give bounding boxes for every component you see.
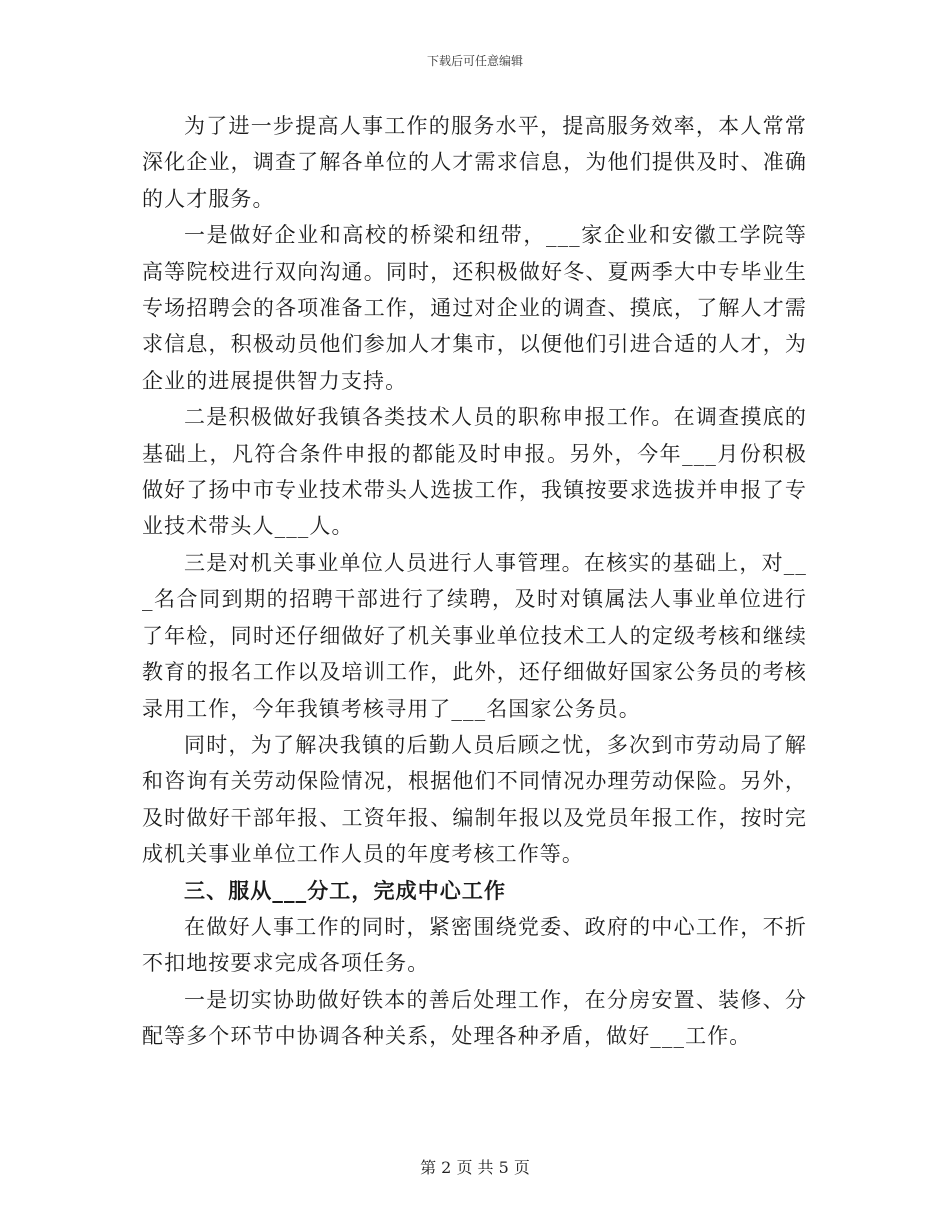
paragraph-central-work: 在做好人事工作的同时，紧密围绕党委、政府的中心工作，不折不扣地按要求完成各项任务。 bbox=[142, 914, 807, 976]
paragraph-title-declaration: 二是积极做好我镇各类技术人员的职称申报工作。在调查摸底的基础上，凡符合条件申报的都能及时申报。另外，今年___月份积极做好了扬中市专业技术带头人选拔工作，我镇按要求选拔并申报了专业技术带头人___人。 bbox=[142, 405, 807, 539]
page-number-footer: 第 2 页 共 5 页 bbox=[420, 1158, 530, 1177]
page-header: 下载后可任意编辑 bbox=[426, 54, 523, 68]
document-body bbox=[142, 108, 807, 1055]
section-heading: 三、服从___分工，完成中心工作 bbox=[184, 878, 507, 903]
paragraph-service-level: 为了进一步提高人事工作的服务水平，提高服务效率，本人常常深化企业，调查了解各单位的人才需求信息，为他们提供及时、准确的人才服务。 bbox=[142, 114, 807, 211]
paragraph-enterprise-bridge: 一是做好企业和高校的桥梁和纽带，___家企业和安徽工学院等高等院校进行双向沟通。同时，还积极做好冬、夏两季大中专毕业生专场招聘会的各项准备工作，通过对企业的调查、摸底，了解人才需求信息，积极动员他们参加人才集市，以便他们引进合适的人才，为企业的进展提供智力支持。 bbox=[142, 223, 807, 393]
paragraph-personnel-management: 三是对机关事业单位人员进行人事管理。在核实的基础上，对___名合同到期的招聘干部进行了续聘，及时对镇属法人事业单位进行了年检，同时还仔细做好了机关事业单位技术工人的定级考核和继续教育的报名工作以及培训工作，此外，还仔细做好国家公务员的考核录用工作，今年我镇考核寻用了___名国家公务员。 bbox=[142, 550, 807, 721]
paragraph-tieben-aftermath: 一是切实协助做好铁本的善后处理工作，在分房安置、装修、分配等多个环节中协调各种关系，处理各种矛盾，做好___工作。 bbox=[142, 987, 807, 1049]
paragraph-labor-insurance: 同时，为了解决我镇的后勤人员后顾之忧，多次到市劳动局了解和咨询有关劳动保险情况，根据他们不同情况办理劳动保险。另外，及时做好干部年报、工资年报、编制年报以及党员年报工作，按时完成机关事业单位工作人员的年度考核工作等。 bbox=[142, 732, 807, 867]
